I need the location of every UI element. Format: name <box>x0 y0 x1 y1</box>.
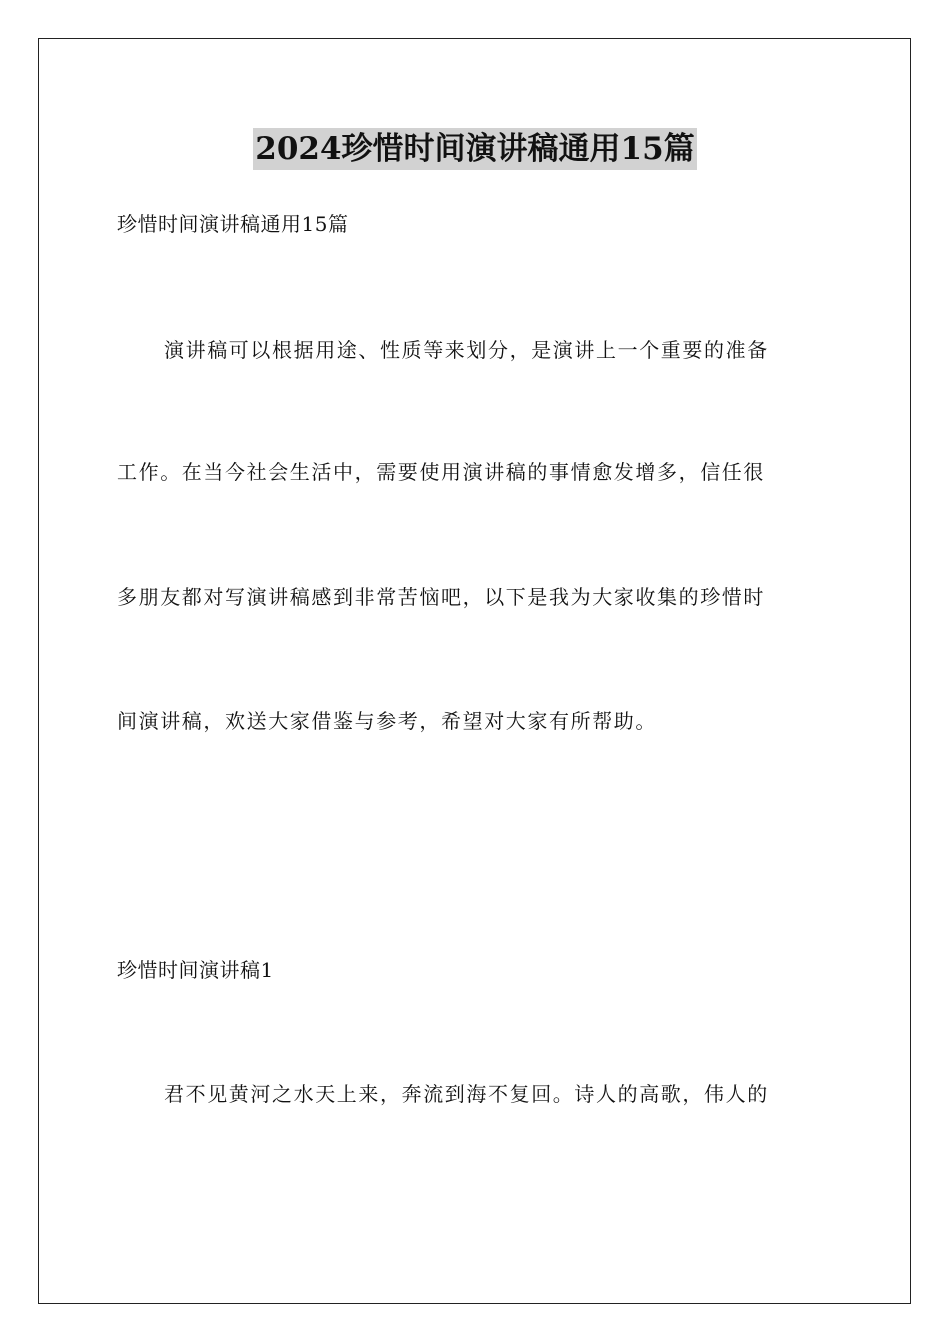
document-subtitle: 珍惜时间演讲稿通用15篇 <box>117 212 349 236</box>
title-container <box>0 128 950 170</box>
section-paragraph-line-1: 君不见黄河之水天上来，奔流到海不复回。诗人的高歌，伟人的 <box>164 1082 769 1106</box>
intro-paragraph-line-1: 演讲稿可以根据用途、性质等来划分，是演讲上一个重要的准备 <box>164 338 769 362</box>
section-heading: 珍惜时间演讲稿1 <box>117 958 274 982</box>
intro-paragraph-line-3: 多朋友都对写演讲稿感到非常苦恼吧，以下是我为大家收集的珍惜时 <box>117 585 765 609</box>
intro-paragraph-line-2: 工作。在当今社会生活中，需要使用演讲稿的事情愈发增多，信任很 <box>117 460 765 484</box>
intro-paragraph-line-4: 间演讲稿，欢送大家借鉴与参考，希望对大家有所帮助。 <box>117 709 657 733</box>
document-title: 2024珍惜时间演讲稿通用15篇 <box>253 128 696 170</box>
